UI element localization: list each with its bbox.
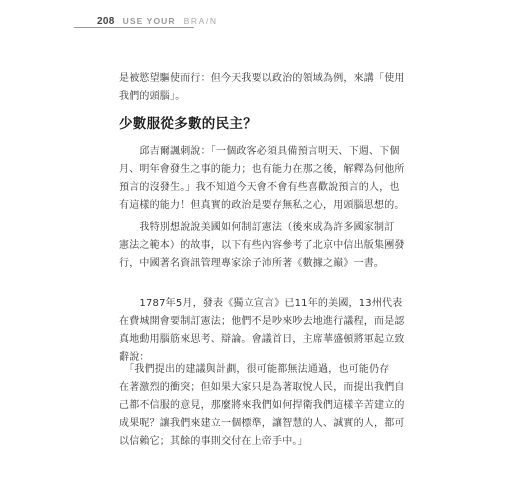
text-line: 辭說： — [119, 352, 150, 363]
running-header — [97, 14, 218, 28]
book-title: USE YOUR — [122, 16, 176, 26]
text-line: 月、明年會發生之事的能力；也有能力在那之後，解釋為何他所 — [119, 164, 405, 175]
text-line: 己都不信服的意見，那麼將來我們如何捍衛我們這樣辛苦建立的 — [119, 400, 405, 411]
text-line: 1787年5月，發表《獨立宣言》已11年的美國，13州代表 — [119, 298, 403, 309]
text-line: 在著激烈的衝突；但如果大家只是為著取悅人民，而提出我們自 — [119, 382, 405, 393]
page-number: 208 — [97, 15, 115, 27]
paragraph-constitution — [119, 219, 405, 273]
text-line: 有這樣的能力！但真實的政治是要存無私之心，用頭腦思想的。 — [119, 200, 405, 211]
text-line: 我們的頭腦」。 — [119, 91, 186, 102]
text-line: 真地動用腦筋來思考、辯論。會議首日，主席華盛頓將軍起立致 — [119, 334, 405, 345]
text-line: 邱吉爾諷刺說：「一個政客必須具備預言明天、下週、下個 — [119, 146, 400, 157]
text-line: 憲法之範本）的故事，以下有些內容參考了北京中信出版集團發 — [119, 240, 405, 251]
text-line: 以信賴它；其餘的事則交付在上帝手中。」 — [119, 436, 308, 447]
book-title-brain: BRA/N — [183, 16, 218, 26]
paragraph-convention — [119, 295, 405, 367]
text-line: 成果呢？讓我們來建立一個標準，讓智慧的人、誠實的人，都可 — [119, 418, 405, 429]
text-line: 預言的沒發生。」我不知道今天會不會有些喜歡說預言的人，也 — [119, 182, 400, 193]
text-line: 行，中國著名資訊管理專家涂子沛所著《數據之巔》一書。 — [119, 258, 385, 269]
section-heading: 少數服從多數的民主？ — [119, 116, 257, 132]
text-line: 「我們提出的建議與計劃，很可能都無法通過，也可能仍存 — [119, 364, 390, 375]
paragraph-churchill — [119, 143, 405, 215]
paragraph-intro — [119, 70, 405, 106]
text-line: 在費城開會要制訂憲法；他們不是吵來吵去地進行議程，而是認 — [119, 316, 405, 327]
text-line: 是被慾望驅使而行：但今天我要以政治的領域為例，來講「使用 — [119, 73, 405, 84]
paragraph-quote — [119, 361, 405, 451]
text-line: 我特別想說說美國如何制訂憲法（後來成為許多國家制訂 — [119, 222, 395, 233]
